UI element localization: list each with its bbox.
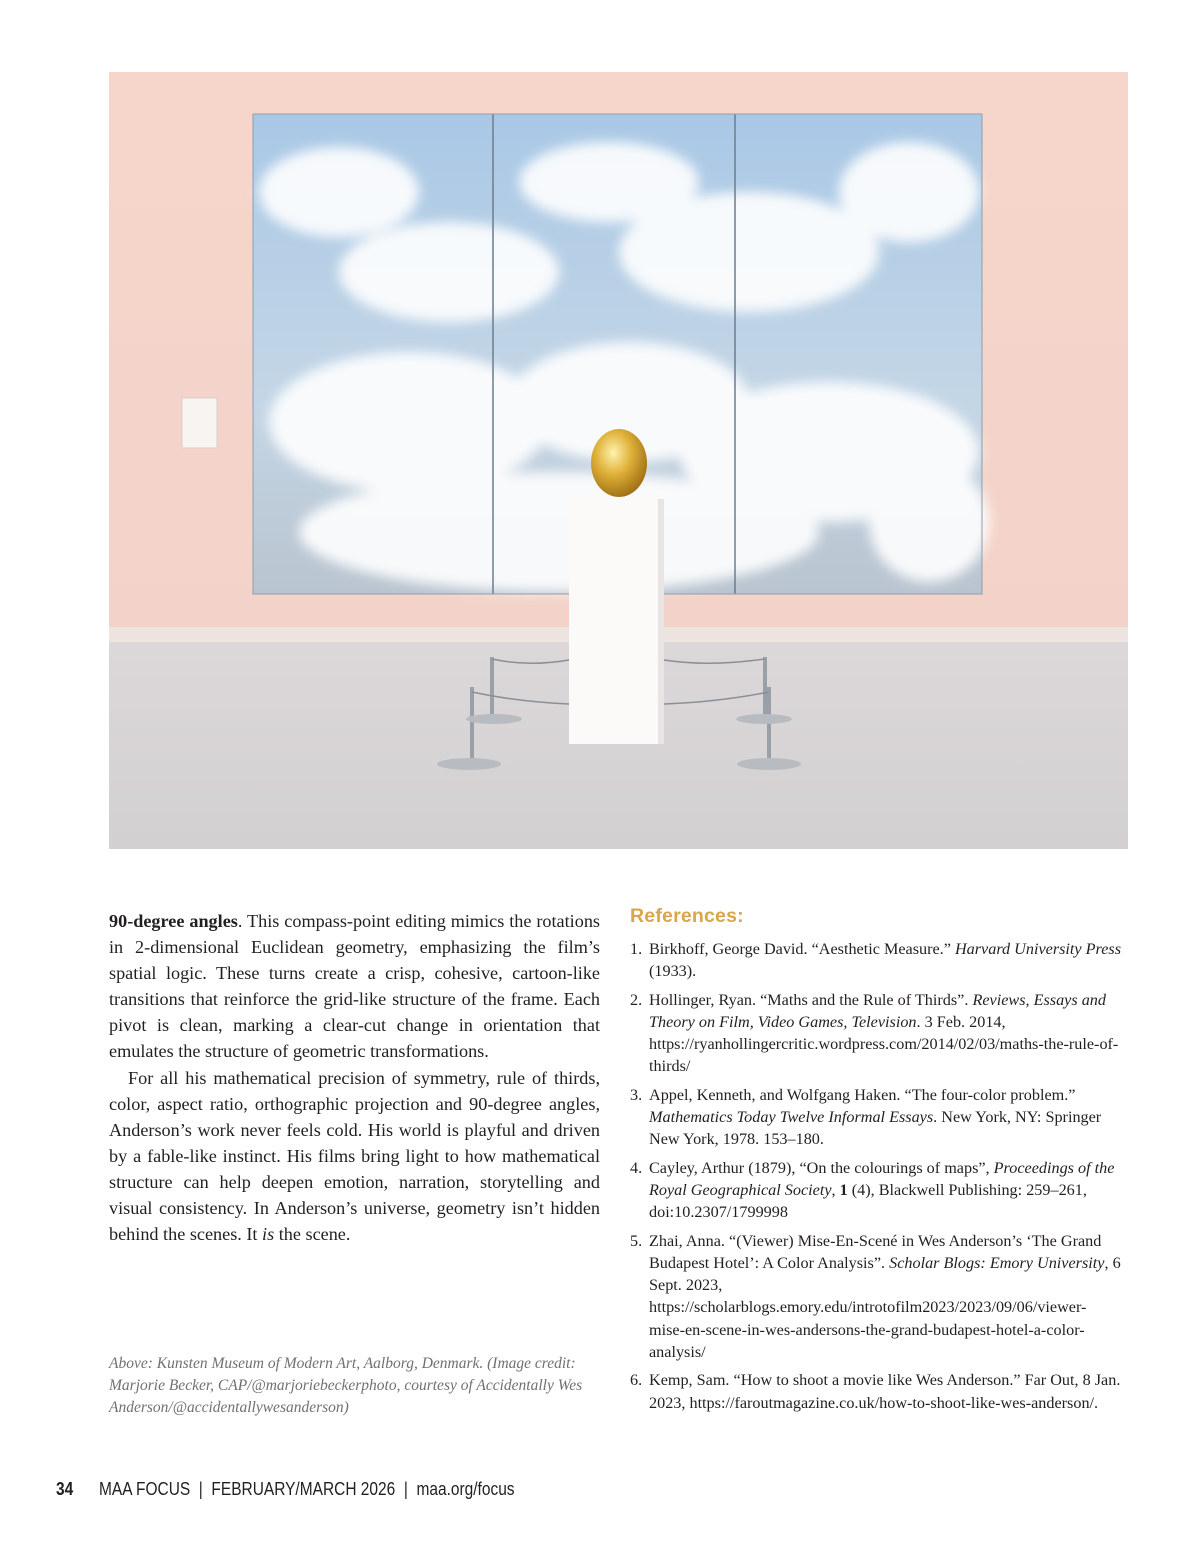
page-number: 34 — [56, 1479, 74, 1499]
reference-title: Scholar Blogs: Emory University — [889, 1253, 1105, 1272]
reference-text: , — [831, 1180, 840, 1199]
reference-title: Harvard University Press — [954, 940, 1122, 958]
reference-text: Birkhoff, George David. “Aesthetic Measure.” — [649, 940, 955, 958]
reference-item — [630, 1230, 1122, 1364]
pedestal — [569, 499, 664, 744]
photo-caption: Above: Kunsten Museum of Modern Art, Aalborg, Denmark. (Image credit: Marjorie Becker, CAP/@marjoriebeckerphoto, courtesy of Accidentally Wes Anderson/@accidentallywesanderson) — [109, 1355, 583, 1416]
reference-title: Mathematics Today Twelve Informal Essays — [649, 1108, 934, 1127]
reference-text: Hollinger, Ryan. “Maths and the Rule of Thirds”. — [649, 990, 973, 1009]
paragraph-2 — [109, 1065, 600, 1248]
reference-item — [630, 989, 1122, 1078]
reference-item — [630, 1157, 1122, 1224]
paragraph-2-text-b: the scene. — [274, 1224, 351, 1245]
reference-item — [630, 938, 1122, 983]
reference-text: (4), Blackwell Publishing: 259–261, doi:10.2307/1799998 — [649, 1180, 1087, 1222]
gallery-photo — [109, 72, 1128, 849]
reference-text: Appel, Kenneth, and Wolfgang Haken. “The four-color problem.” — [649, 1085, 1076, 1104]
paragraph-1 — [109, 908, 600, 1065]
body-text — [109, 908, 600, 1247]
emphasis: is — [262, 1224, 275, 1245]
reference-number: 3. — [630, 1085, 643, 1104]
reference-text: Kemp, Sam. “How to shoot a movie like Wes Anderson.” Far Out, 8 Jan. 2023, https://faroutmagazine.co.uk/how-to-shoot-like-wes-anderson/. — [649, 1371, 1121, 1412]
reference-text: Zhai, Anna. “(Viewer) Mise-En-Scené in Wes Anderson’s ‘The Grand Budapest Hotel’: A Color Analysis”. — [649, 1231, 1102, 1272]
paragraph-2-text-a: For all his mathematical precision of symmetry, rule of thirds, color, aspect ratio, orthographic projection and 90-degree angles, Anderson’s work never feels cold. His world is playful and driven by a fable-like instinct. His films bring light to how mathematical structure can help deepen emotion, narration, storytelling and visual consistency. In Anderson’s universe, geometry isn’t hidden behind the scenes. It — [109, 1067, 600, 1245]
reference-number: 1. — [630, 940, 643, 958]
reference-number: 5. — [630, 1231, 643, 1250]
reference-item — [630, 1369, 1122, 1414]
paragraph-1-text: . This compass-point editing mimics the rotations in 2-dimensional Euclidean geometry, emphasizing the film’s spatial logic. These turns create a crisp, cohesive, cartoon-like transitions that reinforce the grid-like structure of the frame. Each pivot is clean, marking a clear-cut change in orientation that emulates the structure of geometric transformations. — [109, 911, 601, 1062]
golden-sphere — [591, 429, 647, 497]
reference-text: Cayley, Arthur (1879), “On the colourings of maps”, — [649, 1158, 994, 1177]
reference-text: (1933). — [649, 962, 697, 981]
reference-volume: 1 — [839, 1180, 848, 1199]
reference-title: Proceedings of the Royal Geographical Society — [649, 1158, 1115, 1199]
reference-number: 6. — [630, 1371, 643, 1390]
reference-title: Reviews, Essays and Theory on Film, Video Games, Television — [649, 990, 1106, 1031]
references-title: References: — [630, 905, 744, 927]
page-footer — [56, 1479, 515, 1500]
reference-text: . New York, NY: Springer New York, 1978. 153–180. — [649, 1108, 1102, 1149]
bold-lead: 90-degree angles — [109, 911, 238, 931]
reference-number: 4. — [630, 1158, 643, 1177]
reference-item — [630, 1084, 1122, 1151]
references-section — [630, 905, 1122, 1420]
footer-text: MAA FOCUS | FEBRUARY/MARCH 2026 | maa.org/focus — [99, 1479, 515, 1499]
reference-text: , 6 Sept. 2023, https://scholarblogs.emory.edu/introtofilm2023/2023/09/06/viewer-mise-en-scene-in-wes-andersons-the-grand-budapest-hotel-a-color-analysis/ — [649, 1253, 1121, 1362]
references-list — [630, 938, 1122, 1414]
reference-text: . 3 Feb. 2014, https://ryanhollingercritic.wordpress.com/2014/02/03/maths-the-rule-of-thirds/ — [649, 1012, 1119, 1076]
reference-number: 2. — [630, 990, 643, 1009]
